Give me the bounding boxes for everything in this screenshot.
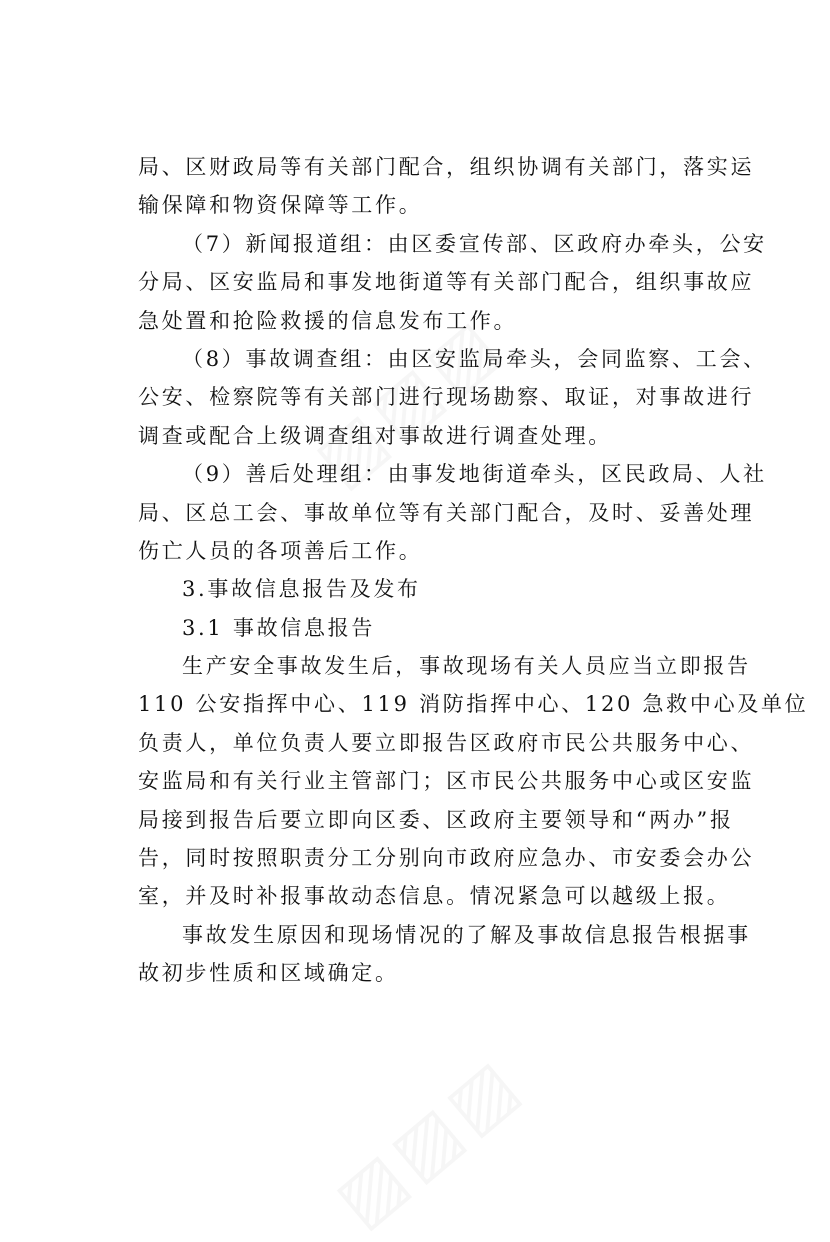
paragraph-line: 安监局和有关行业主管部门；区市民公共服务中心或区安监: [138, 769, 755, 794]
paragraph-line: 负责人，单位负责人要立即报告区政府市民公共服务中心、: [138, 730, 755, 755]
paragraph-line: 110 公安指挥中心、119 消防指挥中心、120 急救中心及单位: [138, 692, 809, 717]
paragraph-line: 室，并及时补报事故动态信息。情况紧急可以越级上报。: [138, 884, 731, 909]
document-body: [138, 148, 809, 993]
paragraph-line: 输保障和物资保障等工作。: [138, 193, 423, 218]
paragraph-line: 调查或配合上级调查组对事故进行调查处理。: [138, 423, 612, 448]
paragraph-line: 局、区总工会、事故单位等有关部门配合，及时、妥善处理: [138, 500, 755, 525]
paragraph-line: （7）新闻报道组：由区委宣传部、区政府办牵头，公安: [182, 231, 767, 256]
watermark: [319, 1040, 537, 1242]
paragraph-line: 故初步性质和区域确定。: [138, 961, 399, 986]
subsection-heading: 3.1 事故信息报告: [182, 615, 376, 640]
paragraph-line: 伤亡人员的各项善后工作。: [138, 538, 423, 563]
paragraph-line: 公安、检察院等有关部门进行现场勘察、取证，对事故进行: [138, 385, 755, 410]
paragraph-line: 局、区财政局等有关部门配合，组织协调有关部门，落实运: [138, 155, 755, 179]
paragraph-line: 急处置和抢险救援的信息发布工作。: [138, 308, 518, 333]
paragraph-line: 事故发生原因和现场情况的了解及事故信息报告根据事: [182, 922, 751, 947]
paragraph-line: （8）事故调查组：由区安监局牵头，会同监察、工会、: [182, 346, 767, 371]
section-heading: 3.事故信息报告及发布: [182, 577, 421, 602]
paragraph-line: 告，同时按照职责分工分别向市政府应急办、市安委会办公: [138, 846, 755, 871]
paragraph-line: 局接到报告后要立即向区委、区政府主要领导和“两办”报: [138, 807, 734, 832]
paragraph-line: 生产安全事故发生后，事故现场有关人员应当立即报告: [182, 654, 751, 679]
paragraph-line: （9）善后处理组：由事发地街道牵头，区民政局、人社: [182, 462, 767, 487]
paragraph-line: 分局、区安监局和事发地街道等有关部门配合，组织事故应: [138, 270, 755, 295]
